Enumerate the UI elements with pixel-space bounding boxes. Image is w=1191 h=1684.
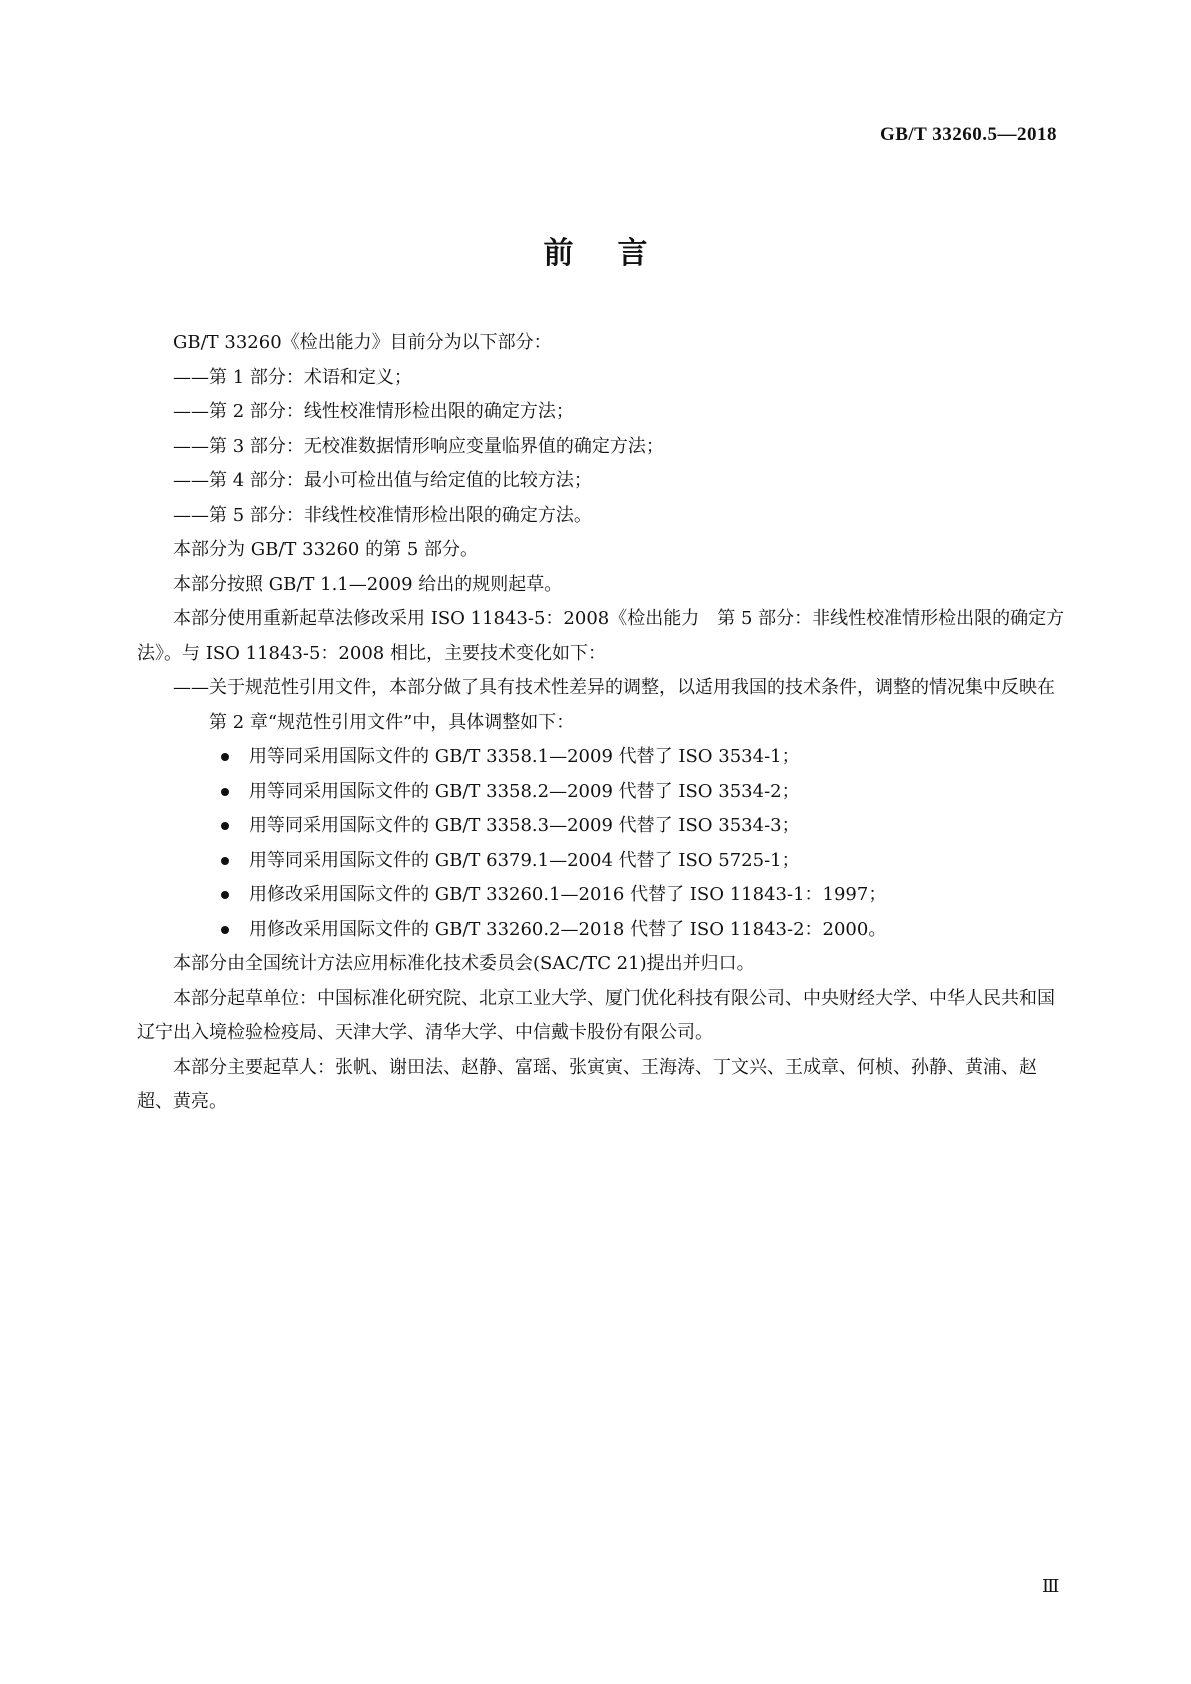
drafting-units-paragraph: 本部分起草单位：中国标准化研究院、北京工业大学、厦门优化科技有限公司、中央财经大学、中华人民共和国辽宁出入境检验检疫局、天津大学、清华大学、中信戴卡股份有限公司。 <box>137 987 1055 1043</box>
change-text: 用修改采用国际文件的 GB/T 33260.1—2016 代替了 ISO 11843-1：1997； <box>249 884 887 905</box>
adoption-paragraph: 本部分使用重新起草法修改采用 ISO 11843-5：2008《检出能力 第 5 部分：非线性校准情形检出限的确定方法》。与 ISO 11843-5：2008 相比，主要技术变化如下： <box>137 608 1065 664</box>
change-text: 用等同采用国际文件的 GB/T 3358.3—2009 代替了 ISO 3534-3； <box>249 815 800 836</box>
part-item: ——第 5 部分：非线性校准情形检出限的确定方法。 <box>173 504 592 526</box>
list-item <box>137 844 1067 879</box>
change-text: 用等同采用国际文件的 GB/T 3358.1—2009 代替了 ISO 3534-1； <box>249 746 800 767</box>
list-item <box>137 809 1067 844</box>
changes-list <box>137 740 1067 947</box>
page-title: 前言 <box>543 236 692 271</box>
change-text: 用等同采用国际文件的 GB/T 3358.2—2009 代替了 ISO 3534-2； <box>249 780 800 802</box>
part-item: ——第 2 部分：线性校准情形检出限的确定方法； <box>173 401 574 422</box>
part-item: ——第 3 部分：无校准数据情形响应变量临界值的确定方法； <box>173 435 664 457</box>
standard-code: GB/T 33260.5—2018 <box>879 124 1057 145</box>
part-item: ——第 4 部分：最小可检出值与给定值的比较方法； <box>173 470 592 491</box>
change-text: 用等同采用国际文件的 GB/T 6379.1—2004 代替了 ISO 5725-1； <box>249 849 800 871</box>
drafters-paragraph: 本部分主要起草人：张帆、谢田法、赵静、富瑶、张寅寅、王海涛、丁文兴、王成章、何桢、孙静、黄浦、赵超、黄亮。 <box>137 1056 1037 1112</box>
page-number: Ⅲ <box>1042 1576 1060 1596</box>
this-part-paragraph: 本部分为 GB/T 33260 的第 5 部分。 <box>173 539 478 560</box>
drafting-rules-paragraph: 本部分按照 GB/T 1.1—2009 给出的规则起草。 <box>173 573 563 595</box>
change-text: 用修改采用国际文件的 GB/T 33260.2—2018 代替了 ISO 11843-2：2000。 <box>249 918 887 940</box>
list-item <box>137 878 1067 913</box>
bullet-dot-icon <box>221 788 229 796</box>
bullet-dot-icon <box>221 857 229 865</box>
list-item <box>137 775 1067 810</box>
bullet-dot-icon <box>221 753 229 761</box>
bullet-dot-icon <box>221 891 229 899</box>
list-item <box>137 913 1067 948</box>
list-item <box>137 740 1067 775</box>
bullet-dot-icon <box>221 822 229 830</box>
bullet-dot-icon <box>221 926 229 934</box>
part-item: ——第 1 部分：术语和定义； <box>173 366 412 388</box>
foreword-body <box>137 326 1067 1120</box>
change-intro-paragraph: ——关于规范性引用文件，本部分做了具有技术性差异的调整，以适用我国的技术条件，调整的情况集中反映在第 2 章“规范性引用文件”中，具体调整如下： <box>173 677 1055 733</box>
proposer-paragraph: 本部分由全国统计方法应用标准化技术委员会(SAC/TC 21)提出并归口。 <box>173 953 755 974</box>
intro-paragraph: GB/T 33260《检出能力》目前分为以下部分： <box>173 332 552 353</box>
